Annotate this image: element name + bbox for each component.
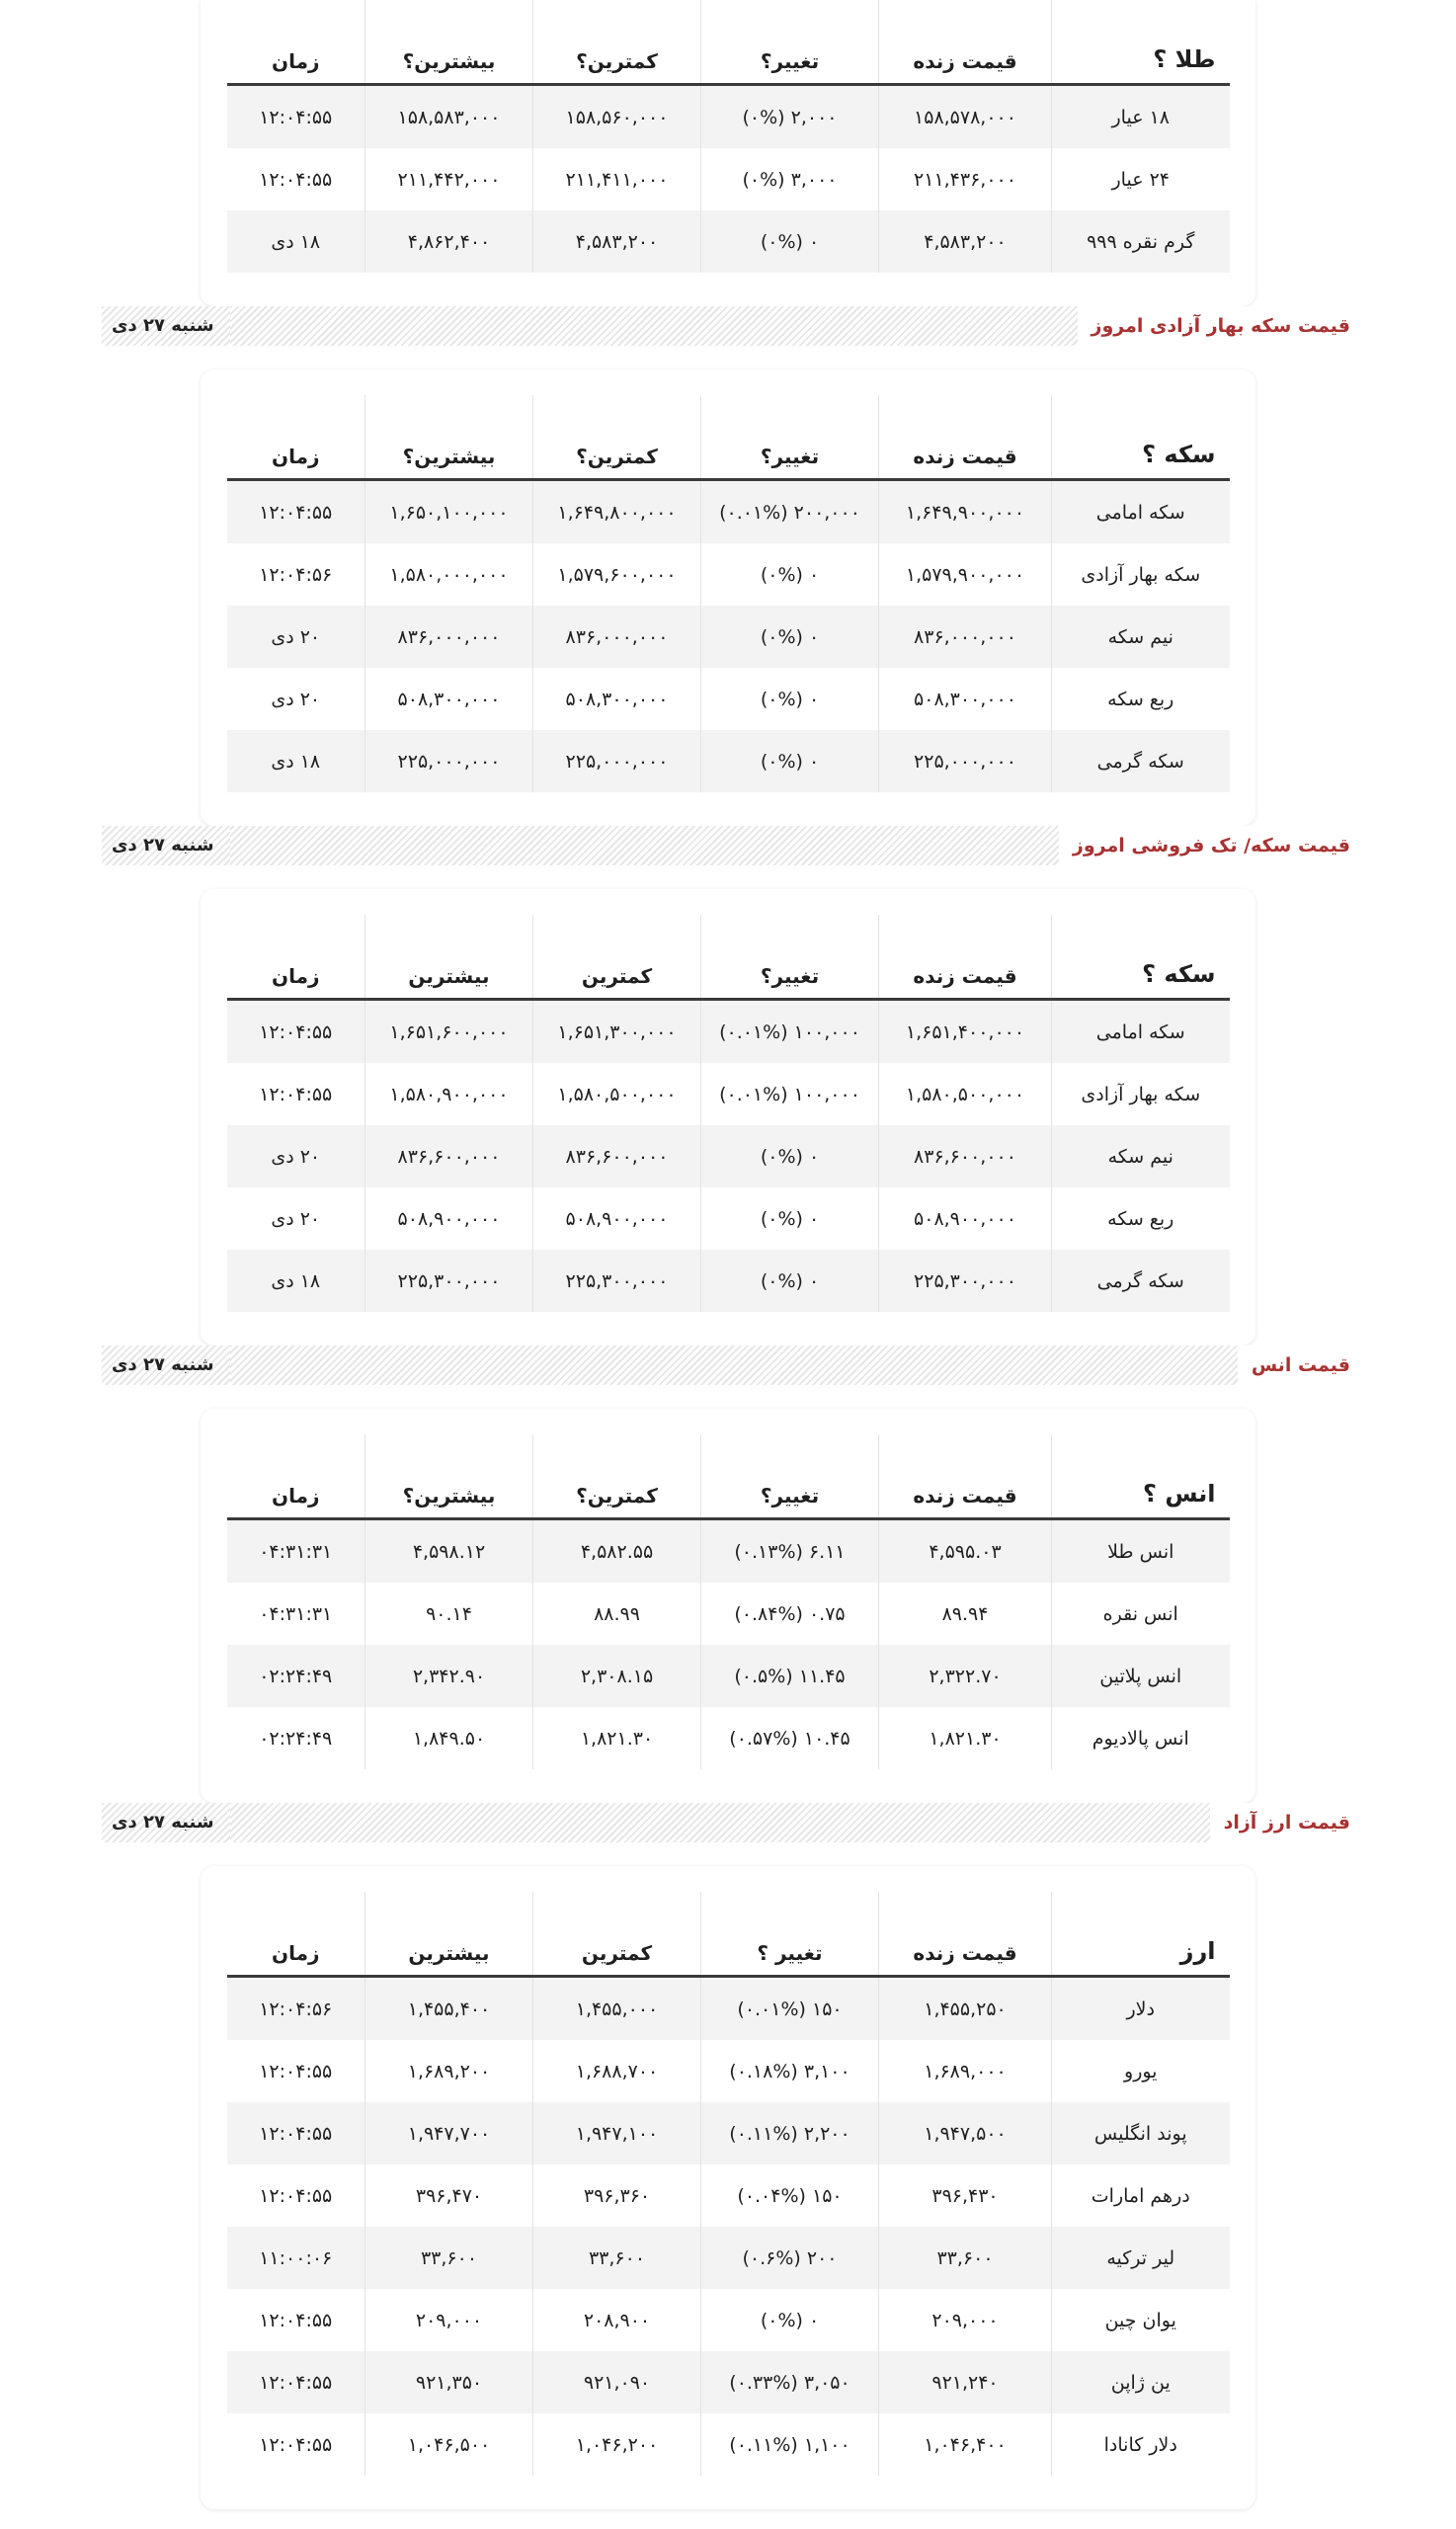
table-row[interactable] (227, 210, 1230, 273)
cell-live-price: ۱,۰۴۶,۴۰۰ (879, 2413, 1052, 2476)
cell-live-price: ۱,۵۷۹,۹۰۰,۰۰۰ (879, 543, 1052, 606)
cell-asset-name: سکه امامی (1052, 480, 1230, 544)
cell-asset-name: سکه امامی (1052, 1000, 1230, 1064)
cell-time: ۱۲:۰۴:۵۵ (227, 2289, 365, 2351)
card-gold (201, 0, 1255, 306)
cell-change: ۰ (۰%) (701, 668, 879, 730)
cell-live-price: ۵۰۸,۹۰۰,۰۰۰ (879, 1187, 1052, 1250)
cell-time: ۲۰ دی (227, 606, 365, 668)
cell-change: ۰.۷۵ (۰.۸۴%) (701, 1583, 879, 1645)
table-header-row (227, 0, 1230, 85)
cell-change: ۱۰۰,۰۰۰ (۰.۰۱%) (701, 1063, 879, 1125)
cell-live-price: ۱,۶۵۱,۴۰۰,۰۰۰ (879, 1000, 1052, 1064)
table-row[interactable] (227, 148, 1230, 210)
header-cell-time: زمان (227, 395, 365, 480)
cell-asset-name: ۲۴ عیار (1052, 148, 1230, 210)
cell-change: ۱۱.۴۵ (۰.۵%) (701, 1645, 879, 1707)
price-table-coin-retail (227, 915, 1230, 1312)
cell-change: ۰ (۰%) (701, 1250, 879, 1312)
cell-high: ۱۵۸,۵۸۳,۰۰۰ (365, 85, 533, 149)
cell-change: ۰ (۰%) (701, 543, 879, 606)
cell-time: ۱۲:۰۴:۵۵ (227, 2413, 365, 2476)
cell-change: ۲,۰۰۰ (۰%) (701, 85, 879, 149)
table-header-row (227, 915, 1230, 1000)
cell-low: ۳۳,۶۰۰ (533, 2227, 701, 2289)
cell-live-price: ۱,۴۵۵,۲۵۰ (879, 1977, 1052, 2041)
header-cell-low: کمترین؟ (533, 0, 701, 85)
cell-low: ۹۲۱,۰۹۰ (533, 2351, 701, 2413)
cell-time: ۰۴:۳۱:۳۱ (227, 1583, 365, 1645)
cell-high: ۲۲۵,۰۰۰,۰۰۰ (365, 730, 533, 792)
cell-high: ۵۰۸,۹۰۰,۰۰۰ (365, 1187, 533, 1250)
cell-change: ۰ (۰%) (701, 1125, 879, 1187)
cell-low: ۱,۵۸۰,۵۰۰,۰۰۰ (533, 1063, 701, 1125)
table-row[interactable] (227, 606, 1230, 668)
cell-low: ۱,۵۷۹,۶۰۰,۰۰۰ (533, 543, 701, 606)
cell-high: ۱,۸۴۹.۵۰ (365, 1707, 533, 1769)
cell-low: ۲,۳۰۸.۱۵ (533, 1645, 701, 1707)
table-header-row (227, 1434, 1230, 1519)
cell-asset-name: دلار کانادا (1052, 2413, 1230, 2476)
cell-time: ۱۲:۰۴:۵۵ (227, 2040, 365, 2102)
cell-live-price: ۸۳۶,۶۰۰,۰۰۰ (879, 1125, 1052, 1187)
table-row[interactable] (227, 1645, 1230, 1707)
table-row[interactable] (227, 2102, 1230, 2164)
section-hatch-fill (230, 1803, 1210, 1842)
cell-high: ۱,۵۸۰,۹۰۰,۰۰۰ (365, 1063, 533, 1125)
table-row[interactable] (227, 1977, 1230, 2041)
cell-change: ۱۰.۴۵ (۰.۵۷%) (701, 1707, 879, 1769)
cell-change: ۱۵۰ (۰.۰۴%) (701, 2164, 879, 2227)
table-row[interactable] (227, 1125, 1230, 1187)
cell-asset-name: پوند انگلیس (1052, 2102, 1230, 2164)
cell-change: ۰ (۰%) (701, 2289, 879, 2351)
cell-change: ۳,۰۰۰ (۰%) (701, 148, 879, 210)
header-cell-time: زمان (227, 915, 365, 1000)
cell-high: ۲۱۱,۴۴۲,۰۰۰ (365, 148, 533, 210)
cell-time: ۱۲:۰۴:۵۵ (227, 2351, 365, 2413)
section-title: قیمت سکه/ تک فروشی امروز (1059, 826, 1354, 865)
table-row[interactable] (227, 1707, 1230, 1769)
cell-low: ۸۳۶,۰۰۰,۰۰۰ (533, 606, 701, 668)
cell-high: ۸۳۶,۶۰۰,۰۰۰ (365, 1125, 533, 1187)
cell-high: ۲,۳۴۲.۹۰ (365, 1645, 533, 1707)
header-cell-live-price: قیمت زنده (879, 915, 1052, 1000)
header-cell-live-price: قیمت زنده (879, 1892, 1052, 1977)
cell-high: ۱,۶۵۰,۱۰۰,۰۰۰ (365, 480, 533, 544)
section-hatch-fill (230, 826, 1059, 865)
header-cell-name: انس ؟ (1052, 1434, 1230, 1519)
header-cell-high: بیشترین (365, 1892, 533, 1977)
cell-asset-name: سکه گرمی (1052, 1250, 1230, 1312)
cell-high: ۳۹۶,۴۷۰ (365, 2164, 533, 2227)
cell-low: ۱,۶۵۱,۳۰۰,۰۰۰ (533, 1000, 701, 1064)
section-header-coin-bahar (102, 306, 1354, 346)
cell-high: ۴,۸۶۲,۴۰۰ (365, 210, 533, 273)
cell-time: ۰۴:۳۱:۳۱ (227, 1519, 365, 1584)
table-row[interactable] (227, 1063, 1230, 1125)
cell-live-price: ۸۹.۹۴ (879, 1583, 1052, 1645)
card-coin-retail (201, 889, 1255, 1346)
cell-change: ۰ (۰%) (701, 730, 879, 792)
header-cell-name: سکه ؟ (1052, 395, 1230, 480)
cell-low: ۵۰۸,۹۰۰,۰۰۰ (533, 1187, 701, 1250)
header-cell-high: بیشترین (365, 915, 533, 1000)
table-row[interactable] (227, 1250, 1230, 1312)
cell-high: ۲۰۹,۰۰۰ (365, 2289, 533, 2351)
cell-live-price: ۸۳۶,۰۰۰,۰۰۰ (879, 606, 1052, 668)
header-cell-low: کمترین؟ (533, 1434, 701, 1519)
header-cell-high: بیشترین؟ (365, 395, 533, 480)
cell-low: ۲۲۵,۳۰۰,۰۰۰ (533, 1250, 701, 1312)
cell-live-price: ۴,۵۹۵.۰۳ (879, 1519, 1052, 1584)
cell-time: ۱۲:۰۴:۵۵ (227, 148, 365, 210)
cell-asset-name: ربع سکه (1052, 1187, 1230, 1250)
cell-asset-name: یوان چین (1052, 2289, 1230, 2351)
cell-low: ۲۱۱,۴۱۱,۰۰۰ (533, 148, 701, 210)
price-table-currency (227, 1892, 1230, 2476)
cell-high: ۱,۹۴۷,۷۰۰ (365, 2102, 533, 2164)
cell-live-price: ۳۹۶,۴۳۰ (879, 2164, 1052, 2227)
section-title: قیمت انس (1238, 1346, 1354, 1385)
cell-low: ۴,۵۸۲.۵۵ (533, 1519, 701, 1584)
header-cell-time: زمان (227, 1892, 365, 1977)
price-table-ounce (227, 1434, 1230, 1769)
table-row[interactable] (227, 730, 1230, 792)
cell-change: ۱۰۰,۰۰۰ (۰.۰۱%) (701, 1000, 879, 1064)
cell-low: ۵۰۸,۳۰۰,۰۰۰ (533, 668, 701, 730)
cell-time: ۱۲:۰۴:۵۶ (227, 1977, 365, 2041)
section-title: قیمت ارز آزاد (1210, 1803, 1354, 1842)
header-cell-change: تغییر ؟ (701, 1892, 879, 1977)
header-cell-name: سکه ؟ (1052, 915, 1230, 1000)
cell-asset-name: انس پالادیوم (1052, 1707, 1230, 1769)
cell-change: ۳,۱۰۰ (۰.۱۸%) (701, 2040, 879, 2102)
table-row[interactable] (227, 2289, 1230, 2351)
cell-asset-name: انس طلا (1052, 1519, 1230, 1584)
cell-high: ۵۰۸,۳۰۰,۰۰۰ (365, 668, 533, 730)
header-cell-live-price: قیمت زنده (879, 395, 1052, 480)
section-date: شنبه ۲۷ دی (102, 1346, 230, 1385)
cell-time: ۱۸ دی (227, 730, 365, 792)
cell-change: ۱,۱۰۰ (۰.۱۱%) (701, 2413, 879, 2476)
table-header-row (227, 395, 1230, 480)
cell-high: ۲۲۵,۳۰۰,۰۰۰ (365, 1250, 533, 1312)
cell-low: ۱,۸۲۱.۳۰ (533, 1707, 701, 1769)
section-title: قیمت سکه بهار آزادی امروز (1078, 306, 1354, 346)
table-row[interactable] (227, 480, 1230, 544)
cell-low: ۱,۹۴۷,۱۰۰ (533, 2102, 701, 2164)
cell-time: ۱۲:۰۴:۵۵ (227, 480, 365, 544)
table-row[interactable] (227, 1519, 1230, 1584)
cell-low: ۳۹۶,۳۶۰ (533, 2164, 701, 2227)
header-cell-low: کمترین (533, 1892, 701, 1977)
cell-time: ۱۱:۰۰:۰۶ (227, 2227, 365, 2289)
card-coin-bahar (201, 369, 1255, 826)
cell-asset-name: یورو (1052, 2040, 1230, 2102)
header-cell-change: تغییر؟ (701, 395, 879, 480)
cell-asset-name: دلار (1052, 1977, 1230, 2041)
cell-asset-name: درهم امارات (1052, 2164, 1230, 2227)
cell-low: ۱۵۸,۵۶۰,۰۰۰ (533, 85, 701, 149)
cell-change: ۲۰۰ (۰.۶%) (701, 2227, 879, 2289)
cell-high: ۱,۰۴۶,۵۰۰ (365, 2413, 533, 2476)
cell-live-price: ۱,۶۸۹,۰۰۰ (879, 2040, 1052, 2102)
cell-time: ۱۲:۰۴:۵۵ (227, 2164, 365, 2227)
cell-high: ۹۰.۱۴ (365, 1583, 533, 1645)
header-cell-name: ارز (1052, 1892, 1230, 1977)
cell-asset-name: سکه بهار آزادی (1052, 543, 1230, 606)
cell-change: ۱۵۰ (۰.۰۱%) (701, 1977, 879, 2041)
cell-time: ۱۲:۰۴:۵۵ (227, 1063, 365, 1125)
cell-asset-name: لیر ترکیه (1052, 2227, 1230, 2289)
cell-live-price: ۴,۵۸۳,۲۰۰ (879, 210, 1052, 273)
cell-change: ۰ (۰%) (701, 606, 879, 668)
cell-change: ۰ (۰%) (701, 210, 879, 273)
table-row[interactable] (227, 2227, 1230, 2289)
cell-time: ۰۲:۲۴:۴۹ (227, 1645, 365, 1707)
card-ounce (201, 1409, 1255, 1803)
section-date: شنبه ۲۷ دی (102, 826, 230, 865)
cell-live-price: ۲۰۹,۰۰۰ (879, 2289, 1052, 2351)
cell-time: ۱۲:۰۴:۵۵ (227, 85, 365, 149)
cell-live-price: ۹۲۱,۲۴۰ (879, 2351, 1052, 2413)
cell-asset-name: سکه بهار آزادی (1052, 1063, 1230, 1125)
cell-low: ۱,۰۴۶,۲۰۰ (533, 2413, 701, 2476)
cell-high: ۱,۴۵۵,۴۰۰ (365, 1977, 533, 2041)
cell-low: ۲۰۸,۹۰۰ (533, 2289, 701, 2351)
cell-live-price: ۳۳,۶۰۰ (879, 2227, 1052, 2289)
section-header-currency (102, 1803, 1354, 1842)
cell-change: ۳,۰۵۰ (۰.۳۳%) (701, 2351, 879, 2413)
header-cell-time: زمان (227, 1434, 365, 1519)
section-date: شنبه ۲۷ دی (102, 1803, 230, 1842)
cell-high: ۱,۵۸۰,۰۰۰,۰۰۰ (365, 543, 533, 606)
cell-live-price: ۲۲۵,۰۰۰,۰۰۰ (879, 730, 1052, 792)
cell-low: ۲۲۵,۰۰۰,۰۰۰ (533, 730, 701, 792)
section-date: شنبه ۲۷ دی (102, 306, 230, 346)
cell-asset-name: ربع سکه (1052, 668, 1230, 730)
header-cell-change: تغییر؟ (701, 0, 879, 85)
cell-low: ۱,۶۴۹,۸۰۰,۰۰۰ (533, 480, 701, 544)
header-cell-low: کمترین (533, 915, 701, 1000)
cell-change: ۰ (۰%) (701, 1187, 879, 1250)
cell-low: ۸۸.۹۹ (533, 1583, 701, 1645)
header-cell-change: تغییر؟ (701, 1434, 879, 1519)
table-row[interactable] (227, 1000, 1230, 1064)
table-row[interactable] (227, 1187, 1230, 1250)
table-row[interactable] (227, 2351, 1230, 2413)
cell-time: ۱۲:۰۴:۵۵ (227, 2102, 365, 2164)
table-row[interactable] (227, 2413, 1230, 2476)
cell-high: ۴,۵۹۸.۱۲ (365, 1519, 533, 1584)
cell-live-price: ۱,۸۲۱.۳۰ (879, 1707, 1052, 1769)
cell-change: ۲,۲۰۰ (۰.۱۱%) (701, 2102, 879, 2164)
cell-asset-name: ین ژاپن (1052, 2351, 1230, 2413)
cell-asset-name: گرم نقره ۹۹۹ (1052, 210, 1230, 273)
table-row[interactable] (227, 668, 1230, 730)
cell-asset-name: سکه گرمی (1052, 730, 1230, 792)
table-row[interactable] (227, 543, 1230, 606)
header-cell-high: بیشترین؟ (365, 0, 533, 85)
table-row[interactable] (227, 2040, 1230, 2102)
cell-low: ۱,۴۵۵,۰۰۰ (533, 1977, 701, 2041)
cell-live-price: ۱,۵۸۰,۵۰۰,۰۰۰ (879, 1063, 1052, 1125)
cell-live-price: ۵۰۸,۳۰۰,۰۰۰ (879, 668, 1052, 730)
table-row[interactable] (227, 2164, 1230, 2227)
cell-time: ۱۸ دی (227, 210, 365, 273)
cell-high: ۳۳,۶۰۰ (365, 2227, 533, 2289)
section-header-coin-retail (102, 826, 1354, 865)
header-cell-high: بیشترین؟ (365, 1434, 533, 1519)
price-table-gold (227, 0, 1230, 273)
cell-high: ۱,۶۸۹,۲۰۰ (365, 2040, 533, 2102)
cell-time: ۱۲:۰۴:۵۵ (227, 1000, 365, 1064)
cell-change: ۲۰۰,۰۰۰ (۰.۰۱%) (701, 480, 879, 544)
table-row[interactable] (227, 1583, 1230, 1645)
cell-time: ۲۰ دی (227, 1187, 365, 1250)
cell-live-price: ۱۵۸,۵۷۸,۰۰۰ (879, 85, 1052, 149)
cell-time: ۲۰ دی (227, 1125, 365, 1187)
table-row[interactable] (227, 85, 1230, 149)
cell-high: ۱,۶۵۱,۶۰۰,۰۰۰ (365, 1000, 533, 1064)
cell-low: ۱,۶۸۸,۷۰۰ (533, 2040, 701, 2102)
cell-asset-name: نیم سکه (1052, 1125, 1230, 1187)
header-cell-live-price: قیمت زنده (879, 1434, 1052, 1519)
header-cell-low: کمترین؟ (533, 395, 701, 480)
header-cell-time: زمان (227, 0, 365, 85)
cell-asset-name: نیم سکه (1052, 606, 1230, 668)
cell-live-price: ۱,۶۴۹,۹۰۰,۰۰۰ (879, 480, 1052, 544)
section-header-ounce (102, 1346, 1354, 1385)
cell-high: ۹۲۱,۳۵۰ (365, 2351, 533, 2413)
header-cell-change: تغییر؟ (701, 915, 879, 1000)
cell-live-price: ۲۲۵,۳۰۰,۰۰۰ (879, 1250, 1052, 1312)
header-cell-name: طلا ؟ (1052, 0, 1230, 85)
cell-high: ۸۳۶,۰۰۰,۰۰۰ (365, 606, 533, 668)
cell-time: ۰۲:۲۴:۴۹ (227, 1707, 365, 1769)
cell-asset-name: انس پلاتین (1052, 1645, 1230, 1707)
cell-asset-name: ۱۸ عیار (1052, 85, 1230, 149)
header-cell-live-price: قیمت زنده (879, 0, 1052, 85)
cell-time: ۱۲:۰۴:۵۶ (227, 543, 365, 606)
price-table-coin-bahar (227, 395, 1230, 792)
cell-change: ۶.۱۱ (۰.۱۳%) (701, 1519, 879, 1584)
cell-low: ۴,۵۸۳,۲۰۰ (533, 210, 701, 273)
cell-asset-name: انس نقره (1052, 1583, 1230, 1645)
cell-time: ۱۸ دی (227, 1250, 365, 1312)
cell-live-price: ۱,۹۴۷,۵۰۰ (879, 2102, 1052, 2164)
cell-low: ۸۳۶,۶۰۰,۰۰۰ (533, 1125, 701, 1187)
section-hatch-fill (230, 306, 1078, 346)
cell-live-price: ۲۱۱,۴۳۶,۰۰۰ (879, 148, 1052, 210)
cell-live-price: ۲,۳۲۲.۷۰ (879, 1645, 1052, 1707)
card-currency (201, 1866, 1255, 2509)
table-header-row (227, 1892, 1230, 1977)
cell-time: ۲۰ دی (227, 668, 365, 730)
section-hatch-fill (230, 1346, 1238, 1385)
